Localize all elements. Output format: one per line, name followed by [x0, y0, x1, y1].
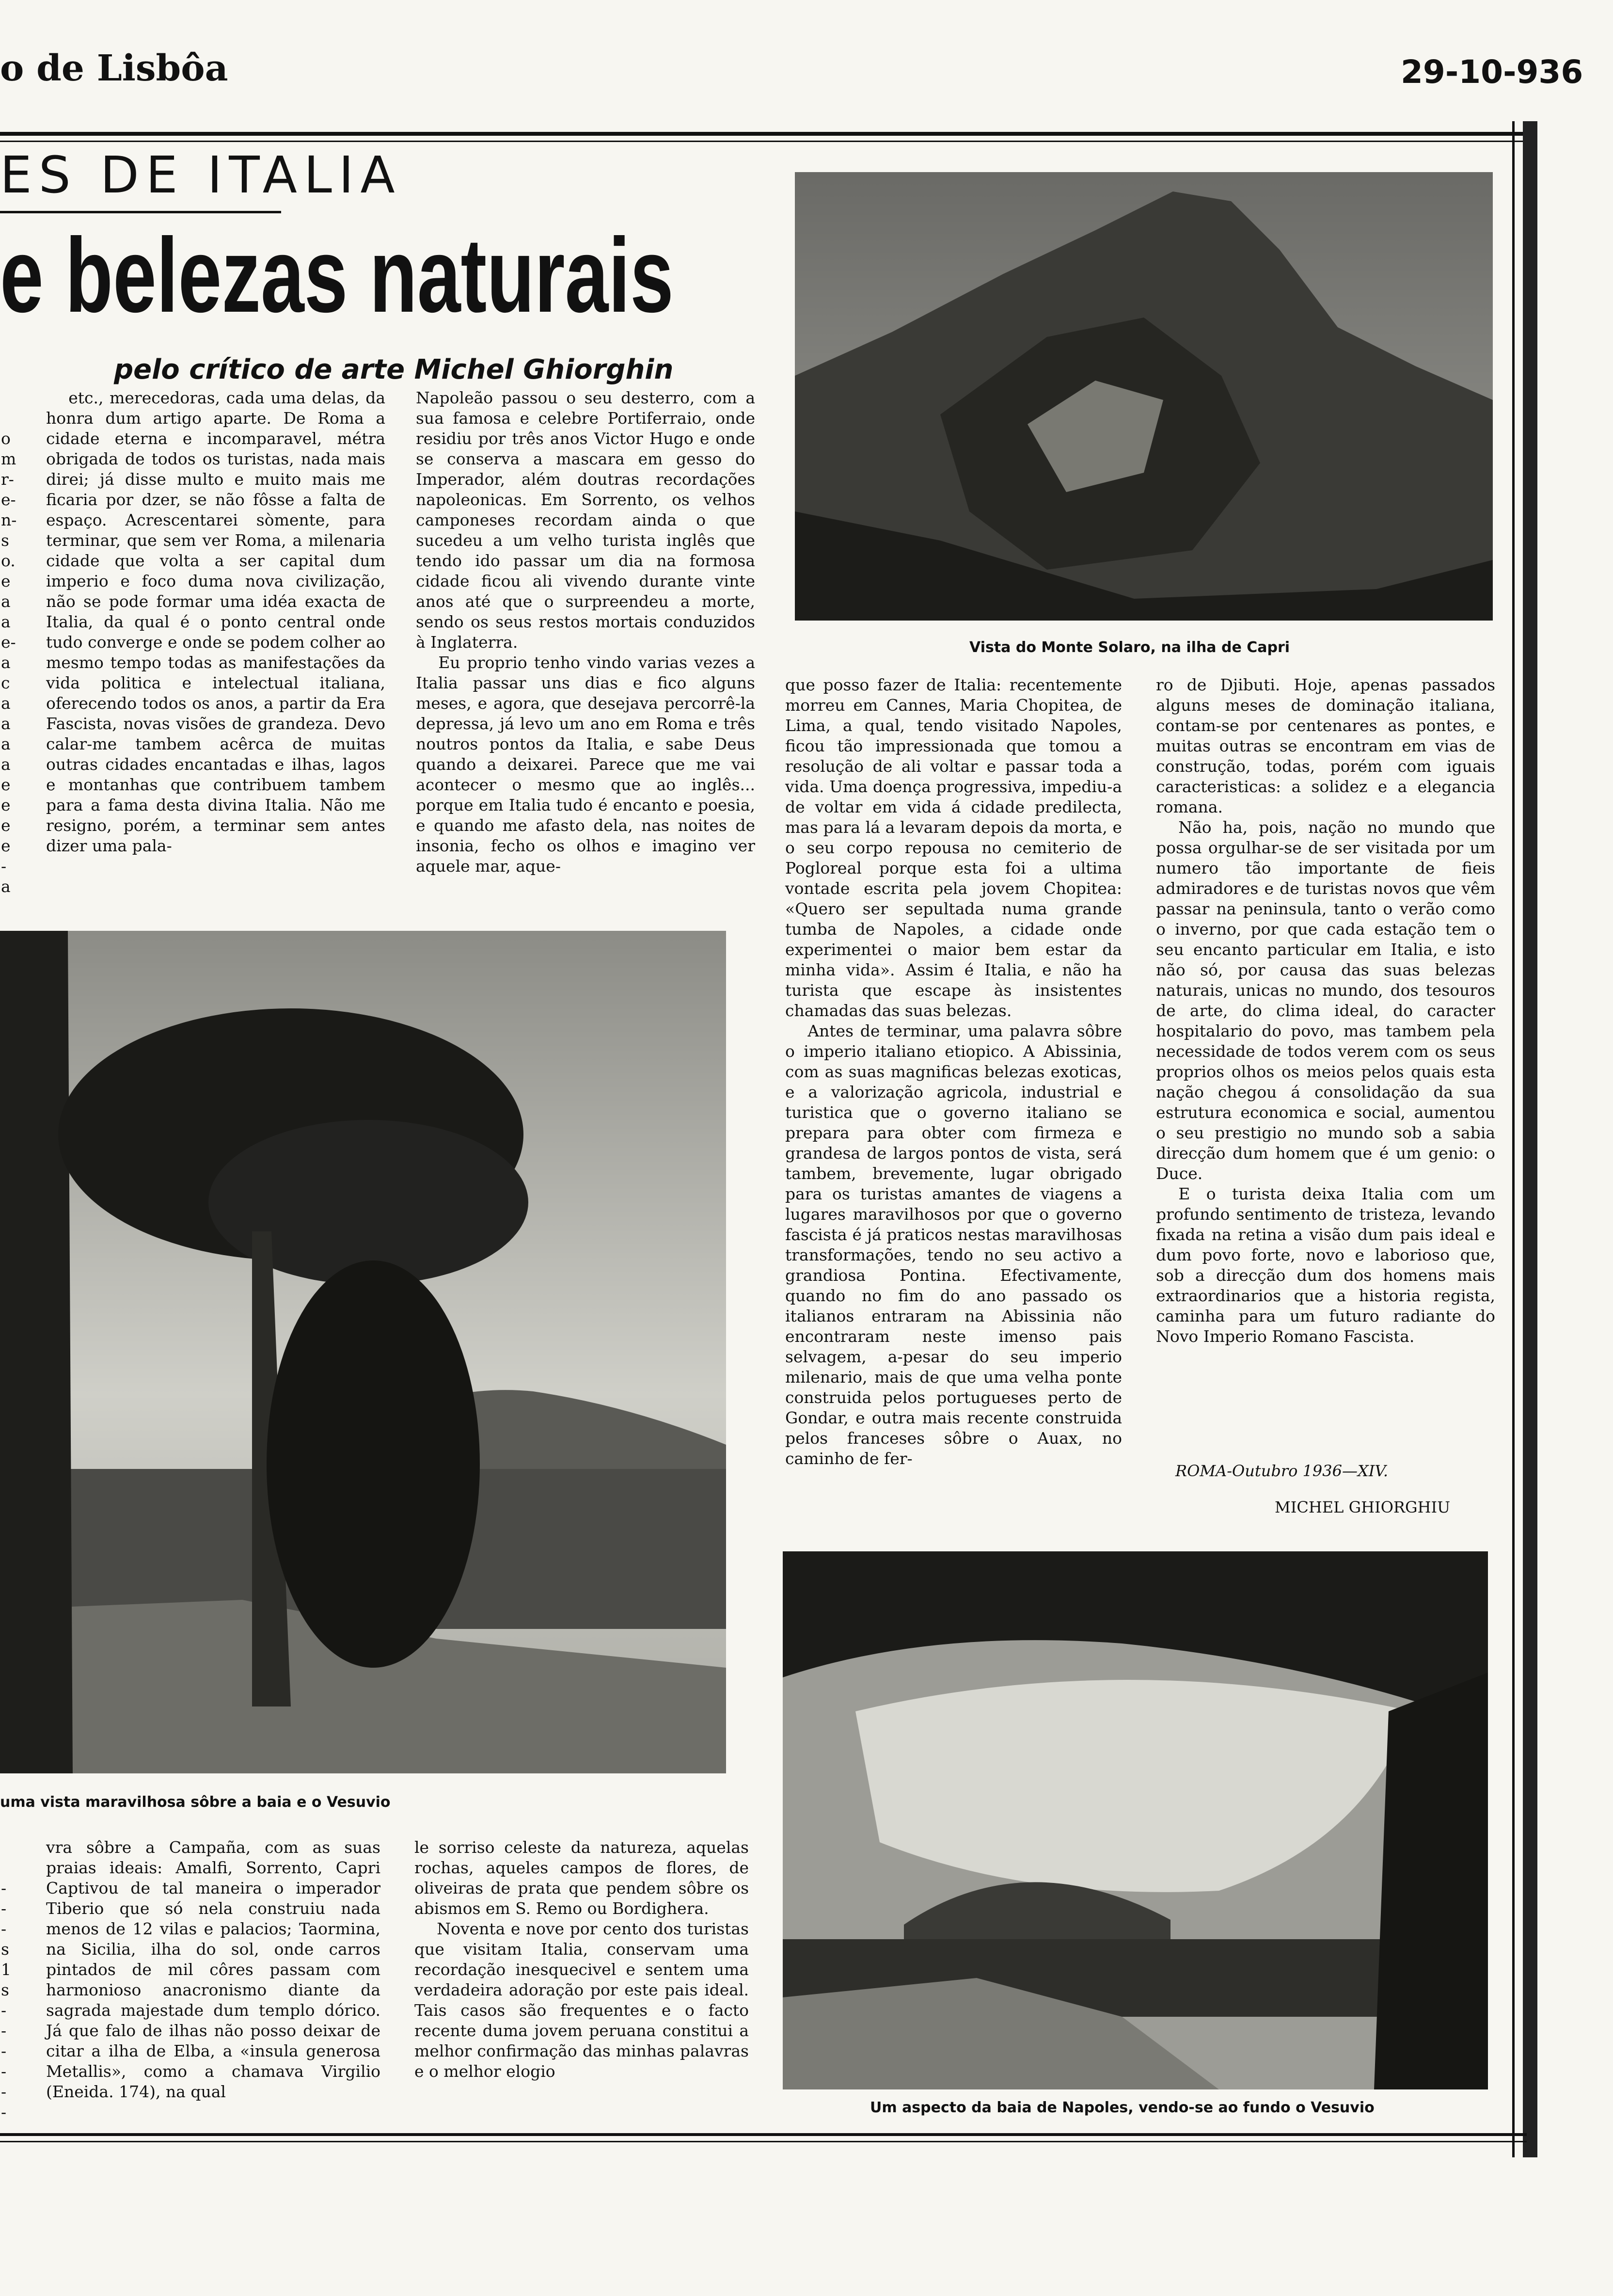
capri-caption: Vista do Monte Solaro, na ilha de Capri: [969, 639, 1290, 656]
paragraph: etc., merecedoras, cada uma delas, da honra dum artigo aparte. De Roma a cidade eterna e incomparavel, métra obrigada de todos os turistas, nada mais direi; já disse multo e muito mais me ficaria por dzer, se não fôsse a falta de espaço. Acrescentarei sòmente, para terminar, que sem ver Roma, a milenaria cidade que volta a ser capital dum imperio e foco duma nova civilização, não se pode formar uma idéa exacta de Italia, da qual é o ponto central onde tudo converge e onde se podem colher ao mesmo tempo todas as manifestações da vida politica e intelectual italiana, oferecendo todos os anos, a partir da Era Fascista, novas visões de grandeza. Devo calar-me tambem acêrca de muitas outras cidades encantadas e ilhas, lagos e montanhas que contribuem tambem para a fama desta divina Italia. Não me resigno, porém, a terminar sem antes dizer uma pala-: [46, 388, 385, 855]
column-3: [785, 675, 1122, 1469]
header-rule-thin: [0, 141, 1527, 142]
paragraph: le sorriso celeste da natureza, aquelas rochas, aqueles campos de flores, de oliveiras de prata que pendem sôbre os abismos em S. Remo ou Bordighera.: [414, 1838, 749, 1918]
dateline: ROMA-Outubro 1936—XIV.: [1175, 1462, 1389, 1480]
footer-rule: [0, 2133, 1527, 2136]
paragraph: Noventa e nove por cento dos turistas que visitam Italia, conservam uma recordação inesquecivel e sentem uma verdadeira adoração por este pais ideal. Tais casos são frequentes e o facto recente duma jovem peruana constitui a melhor confirmação das minhas palavras e o melhor elogio: [414, 1919, 749, 2081]
headline: e belezas naturais: [0, 217, 674, 335]
paragraph: que posso fazer de Italia: recentemente morreu em Cannes, Maria Chopitea, de Lima, a qual, tendo visitado Napoles, ficou tão impressionada que tomou a resolução de ali voltar e passar toda a vida. Uma doença progressiva, impediu-a de voltar em vida á cidade predilecta, mas para lá a levaram depois da morta, e o seu corpo repousa no cemiterio de Pogloreal porque esta foi a ultima vontade escrita pela jovem Chopitea: «Quero ser sepultada numa grande tumba de Napoles, a cidade onde experimentei o maior bem estar da minha vida». Assim é Italia, e não ha turista que escape às insistentes chamadas das suas belezas.: [785, 675, 1122, 1020]
column-1-bottom: [46, 1837, 380, 2102]
right-margin-rule: [1523, 121, 1537, 2157]
column-4: [1156, 675, 1495, 1347]
author-signature: MICHEL GHIORGHIU: [1275, 1498, 1451, 1516]
bay-vesuvius-photo: [0, 931, 726, 1773]
column-2-bottom: [414, 1837, 749, 2082]
column-2-top: [416, 388, 755, 877]
masthead: o de Lisbôa: [0, 48, 228, 89]
capri-photo: [795, 172, 1493, 621]
footer-rule-thin: [0, 2141, 1527, 2142]
naples-harbour-photo: [783, 1551, 1488, 2089]
paragraph: Não ha, pois, nação no mundo que possa orgulhar-se de ser visitada por um numero tão importante de fieis admiradores e de turistas novos que vêm passar na peninsula, tanto o verão como o inverno, por que cada estação tem o seu encanto particular em Italia, e isto não só, por causa das suas belezas naturais, unicas no mundo, dos tesouros de arte, do clima ideal, do caracter hospitalario do povo, mas tambem pela necessidade de todos verem com os seus proprios olhos os meios pelos quais esta nação chegou á consolidação da sua estrutura economica e social, aumentou o seu prestigio no mundo sob a sabia direcção dum homem que é um genio: o Duce.: [1156, 818, 1495, 1183]
left-edge-fragments-bottom: - - - s 1 s - - - - - -: [1, 1879, 11, 2121]
section-rule: [0, 211, 281, 213]
naples-caption: Um aspecto da baia de Napoles, vendo-se ao fundo o Vesuvio: [870, 2099, 1375, 2116]
paragraph: Antes de terminar, uma palavra sôbre o imperio italiano etiopico. A Abissinia, com as suas magnificas belezas exoticas, e a valorização agricola, industrial e turistica que o governo italiano se prepara para obter com firmeza e grandesa de largos pontos de vista, será tambem, brevemente, lugar obrigado para os turistas amantes de viagens a lugares maravilhosos por que o governo fascista é já praticos nestas maravilhosas transformações, tendo no seu activo a grandiosa Pontina. Efectivamente, quando no fim do ano passado os italianos entraram na Abissinia não encontraram neste imenso pais selvagem, a-pesar do seu imperio milenario, mais de que uma velha ponte construida pelos portugueses perto de Gondar, e outra mais recente construida pelos franceses sôbre o Auax, no caminho de fer-: [785, 1021, 1122, 1468]
paragraph: E o turista deixa Italia com um profundo sentimento de tristeza, levando fixada na retina a visão dum pais ideal e dum povo forte, novo e laborioso que, sob a direcção dum dos homens mais extraordinarios que a historia regista, caminha para um futuro radiante do Novo Imperio Romano Fascista.: [1156, 1184, 1495, 1346]
paragraph: vra sôbre a Campaña, com as suas praias ideais: Amalfi, Sorrento, Capri Captivou de tal maneira o imperador Tiberio que só nela construiu nada menos de 12 vilas e palacios; Taormina, na Sicilia, ilha do sol, onde carros pintados de mil côres passam com harmonioso anacronismo diante da sagrada majestade dum templo dórico. Já que falo de ilhas não posso deixar de citar a ilha de Elba, a «insula generosa Metallis», como a chamava Virgilio (Eneida. 174), na qual: [46, 1838, 380, 2101]
section-heading: ES DE ITALIA: [0, 145, 402, 205]
paragraph: Eu proprio tenho vindo varias vezes a Italia passar uns dias e fico alguns meses, e agora, que desejava percorrê-la depressa, já levo um ano em Roma e três noutros pontos da Italia, e sabe Deus quando a deixarei. Parece que me vai acontecer o mesmo que ao inglês... porque em Italia tudo é encanto e poesia, e quando me afasto dela, nas noites de insonia, fecho os olhos e imagino ver aquele mar, aque-: [416, 653, 755, 876]
byline: pelo crítico de arte Michel Ghiorghin: [114, 354, 674, 385]
paragraph: ro de Djibuti. Hoje, apenas passados alguns meses de dominação italiana, contam-se por centenares as pontes, e muitas outras se encontram em vias de construção, todas, porém com iguais caracteristicas: a solidez e a elegancia romana.: [1156, 675, 1495, 816]
paragraph: Napoleão passou o seu desterro, com a sua famosa e celebre Portiferraio, onde residiu por três anos Victor Hugo e onde se conserva a mascara em gesso do Imperador, além doutras recordações napoleonicas. Em Sorrento, os velhos camponeses recordam ainda o que sucedeu a um velho turista inglês que tendo ido passar um dia na formosa cidade ficou ali vivendo durante vinte anos até que o surpreendeu a morte, sendo os seus restos mortais conduzidos à Inglaterra.: [416, 388, 755, 652]
right-margin-rule-inner: [1512, 121, 1515, 2157]
header-rule: [0, 132, 1527, 136]
issue-date: 29-10-936: [1401, 53, 1583, 91]
left-edge-fragments-top: o m r- e- n- s o. e a a e- a c a a a a e e e e - a: [1, 429, 17, 896]
bay-caption: uma vista maravilhosa sôbre a baia e o Vesuvio: [0, 1794, 391, 1811]
column-1-top: [46, 388, 385, 856]
